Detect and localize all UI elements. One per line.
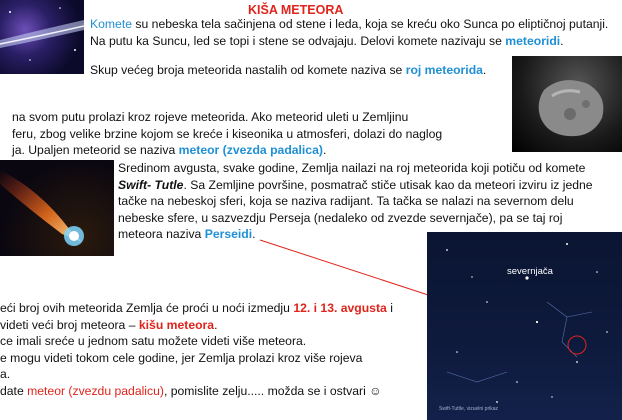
highlight-kisa-meteora: kišu meteora	[138, 317, 215, 332]
paragraph-august	[0, 300, 426, 400]
text-line: eći broj ovih meteorida Zemlja će proći u noći izmedju	[0, 301, 294, 315]
text-line: meteora naziva	[118, 227, 205, 242]
text-line: .	[322, 143, 327, 158]
highlight-roj-meteorida: roj meteorida	[405, 63, 483, 77]
text-line: e mogu videti tokom cele godine, jer Zemlja prolazi kroz više rojeva	[0, 350, 363, 365]
sky-caption: Swift-Tuttle, vizuelni prikaz	[439, 406, 498, 412]
highlight-meteoridi: meteoridi	[505, 33, 561, 48]
text-line: na svom putu prolazi kroz rojeve meteorida. Ako meteorid uleti u Zemljinu	[12, 110, 409, 124]
text-line: Sredinom avgusta, svake godine, Zemlja nailazi na roj meteorida koji potiču od komete	[118, 161, 586, 175]
text-line: videti veći broj meteora –	[0, 317, 139, 332]
highlight-date: 12. i 13. avgusta	[293, 301, 387, 315]
text-line: feru, zbog velike brzine kojom se kreće i kiseonika u atmosferi, dolazi do naglog	[12, 126, 443, 141]
text-line: ja. Upaljen meteorid se naziva	[12, 143, 179, 158]
text-line: nebeske sfere, u sazvezdju Perseja (nedaleko od zvezde severnjače), pa se taj roj	[118, 210, 563, 225]
star-map-illustration	[427, 232, 622, 420]
text-line: . Sa Zemljine površine, posmatrač stiče utisak kao da meteori izviru iz jedne	[183, 177, 593, 192]
text-line: .	[560, 33, 564, 48]
text-line: date	[0, 383, 28, 398]
severnjaca-label: severnjača	[507, 266, 553, 277]
text-line: Na putu ka Suncu, led se topi i stene se odvajaju. Delovi komete nazivaju se	[90, 33, 506, 48]
text-line: tačke na nebeskoj sferi, koja se naziva radijant. Ta tačka se nalazi na severnom delu	[118, 194, 574, 209]
text-line: Skup većeg broja meteorida nastalih od komete naziva se	[90, 63, 406, 77]
highlight-komete: Komete	[90, 17, 133, 31]
highlight-swift-tutle: Swift- Tutle	[118, 177, 184, 192]
text-line: ce imali sreće u jednom satu možete videti više meteora.	[0, 334, 307, 349]
text-line: .	[252, 227, 256, 242]
text-line: a.	[0, 367, 11, 382]
highlight-perseidi: Perseidi	[204, 227, 253, 242]
text-line: i	[386, 301, 393, 315]
night-sky-photo	[427, 232, 622, 420]
page-title: KIŠA METEORA	[248, 3, 344, 17]
text-line: .	[482, 63, 487, 77]
text-line: , pomislite zelju..... možda se i ostvari ☺	[163, 383, 382, 398]
highlight-meteor: meteor (zvezda padalica)	[178, 143, 323, 158]
text-line: su nebeska tela sačinjena od stene i leda, koja se kreću oko Sunca po eliptičnoj putanji.	[132, 17, 609, 31]
highlight-zvezda-padalica: meteor (zvezdu padalicu)	[27, 383, 164, 398]
text-line: .	[214, 317, 218, 332]
